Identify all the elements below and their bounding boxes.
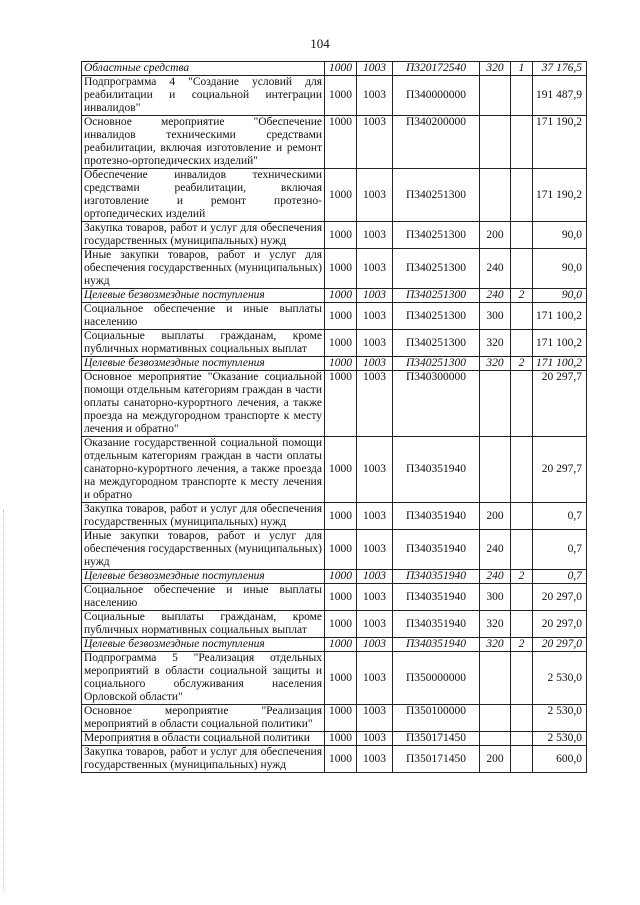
target-article-cell: П340200000 [393,116,480,169]
expense-type-cell: 320 [480,611,511,638]
amount-cell: 0,7 [533,530,587,570]
table-row [82,62,587,76]
scan-margin-marks [3,510,8,890]
expense-type-cell: 240 [480,249,511,289]
target-article-cell: П320172540 [393,62,480,76]
row-name-cell: Закупка товаров, работ и услуг для обеспечения государственных (муниципальных) нужд [82,222,325,249]
amount-cell: 2 530,0 [533,732,587,746]
expense-type-cell: 200 [480,503,511,530]
row-name-cell: Оказание государственной социальной помощи отдельным категориям граждан в части оплаты санаторно-курортного лечения, а также проезда на междугородном транспорте к месту лечения и обратно [82,437,325,503]
target-article-cell: П340351940 [393,584,480,611]
table-row [82,116,587,169]
subsection-code-cell: 1003 [357,530,393,570]
section-code-cell: 1000 [325,76,357,116]
target-article-cell: П340251300 [393,330,480,357]
table-row [82,437,587,503]
funding-source-cell [511,222,533,249]
expense-type-cell: 240 [480,570,511,584]
expense-type-cell: 200 [480,746,511,773]
subsection-code-cell: 1003 [357,652,393,705]
amount-cell: 600,0 [533,746,587,773]
section-code-cell: 1000 [325,330,357,357]
target-article-cell: П340251300 [393,303,480,330]
amount-cell: 20 297,0 [533,638,587,652]
funding-source-cell [511,116,533,169]
section-code-cell: 1000 [325,222,357,249]
funding-source-cell [511,503,533,530]
expense-type-cell [480,732,511,746]
target-article-cell: П340351940 [393,638,480,652]
row-name-cell: Социальное обеспечение и иные выплаты населению [82,584,325,611]
row-name-cell: Основное мероприятие "Обеспечение инвалидов техническими средствами реабилитации, включая изготовление и ремонт протезно-ортопедических изделий" [82,116,325,169]
row-name-cell: Подпрограмма 5 "Реализация отдельных мероприятий в области социальной защиты и социального обслуживания населения Орловской области" [82,652,325,705]
row-name-cell: Иные закупки товаров, работ и услуг для обеспечения государственных (муниципальных) нужд [82,530,325,570]
section-code-cell: 1000 [325,62,357,76]
table-row [82,746,587,773]
subsection-code-cell: 1003 [357,169,393,222]
section-code-cell: 1000 [325,437,357,503]
target-article-cell: П350171450 [393,732,480,746]
amount-cell: 171 100,2 [533,330,587,357]
table-row [82,611,587,638]
expense-type-cell: 240 [480,289,511,303]
subsection-code-cell: 1003 [357,222,393,249]
row-name-cell: Целевые безвозмездные поступления [82,357,325,371]
subsection-code-cell: 1003 [357,570,393,584]
amount-cell: 37 176,5 [533,62,587,76]
expense-type-cell [480,169,511,222]
funding-source-cell [511,732,533,746]
subsection-code-cell: 1003 [357,732,393,746]
expense-type-cell: 320 [480,62,511,76]
subsection-code-cell: 1003 [357,584,393,611]
row-name-cell: Целевые безвозмездные поступления [82,570,325,584]
amount-cell: 20 297,7 [533,437,587,503]
expense-type-cell [480,437,511,503]
subsection-code-cell: 1003 [357,746,393,773]
table-row [82,169,587,222]
table-row [82,303,587,330]
section-code-cell: 1000 [325,116,357,169]
amount-cell: 2 530,0 [533,652,587,705]
row-name-cell: Основное мероприятие "Оказание социальной помощи отдельным категориям граждан в части оплаты санаторно-курортного лечения, а также проезда на междугородном транспорте к месту лечения и обратно" [82,371,325,437]
funding-source-cell: 2 [511,289,533,303]
subsection-code-cell: 1003 [357,638,393,652]
table-row [82,222,587,249]
section-code-cell: 1000 [325,652,357,705]
subsection-code-cell: 1003 [357,249,393,289]
subsection-code-cell: 1003 [357,503,393,530]
table-row [82,249,587,289]
expense-type-cell [480,652,511,705]
target-article-cell: П340251300 [393,357,480,371]
funding-source-cell [511,584,533,611]
section-code-cell: 1000 [325,371,357,437]
row-name-cell: Иные закупки товаров, работ и услуг для обеспечения государственных (муниципальных) нужд [82,249,325,289]
section-code-cell: 1000 [325,169,357,222]
table-row [82,584,587,611]
funding-source-cell: 1 [511,62,533,76]
target-article-cell: П350000000 [393,652,480,705]
row-name-cell: Социальные выплаты гражданам, кроме публичных нормативных социальных выплат [82,611,325,638]
funding-source-cell: 2 [511,357,533,371]
target-article-cell: П350171450 [393,746,480,773]
expense-type-cell: 320 [480,638,511,652]
amount-cell: 171 190,2 [533,169,587,222]
table-row [82,371,587,437]
section-code-cell: 1000 [325,705,357,732]
amount-cell: 20 297,0 [533,584,587,611]
subsection-code-cell: 1003 [357,357,393,371]
amount-cell: 0,7 [533,570,587,584]
target-article-cell: П340351940 [393,570,480,584]
row-name-cell: Целевые безвозмездные поступления [82,289,325,303]
row-name-cell: Целевые безвозмездные поступления [82,638,325,652]
funding-source-cell [511,437,533,503]
row-name-cell: Закупка товаров, работ и услуг для обеспечения государственных (муниципальных) нужд [82,503,325,530]
funding-source-cell [511,611,533,638]
expense-type-cell [480,705,511,732]
target-article-cell: П340351940 [393,530,480,570]
amount-cell: 171 190,2 [533,116,587,169]
subsection-code-cell: 1003 [357,611,393,638]
funding-source-cell [511,330,533,357]
amount-cell: 90,0 [533,222,587,249]
amount-cell: 0,7 [533,503,587,530]
funding-source-cell [511,652,533,705]
table-row [82,732,587,746]
table-row [82,289,587,303]
funding-source-cell [511,705,533,732]
row-name-cell: Подпрограмма 4 "Создание условий для реабилитации и социальной интеграции инвалидов" [82,76,325,116]
section-code-cell: 1000 [325,584,357,611]
row-name-cell: Основное мероприятие "Реализация мероприятий в области социальной политики" [82,705,325,732]
subsection-code-cell: 1003 [357,330,393,357]
section-code-cell: 1000 [325,249,357,289]
table-row [82,530,587,570]
section-code-cell: 1000 [325,357,357,371]
row-name-cell: Социальные выплаты гражданам, кроме публичных нормативных социальных выплат [82,330,325,357]
amount-cell: 171 100,2 [533,303,587,330]
section-code-cell: 1000 [325,746,357,773]
target-article-cell: П350100000 [393,705,480,732]
funding-source-cell [511,303,533,330]
expense-type-cell: 200 [480,222,511,249]
table-row [82,503,587,530]
subsection-code-cell: 1003 [357,705,393,732]
target-article-cell: П340351940 [393,611,480,638]
target-article-cell: П340300000 [393,371,480,437]
table-row [82,652,587,705]
table-row [82,570,587,584]
amount-cell: 20 297,0 [533,611,587,638]
section-code-cell: 1000 [325,611,357,638]
subsection-code-cell: 1003 [357,437,393,503]
expense-type-cell [480,76,511,116]
section-code-cell: 1000 [325,503,357,530]
subsection-code-cell: 1003 [357,289,393,303]
expense-type-cell: 240 [480,530,511,570]
target-article-cell: П340251300 [393,169,480,222]
amount-cell: 2 530,0 [533,705,587,732]
target-article-cell: П340351940 [393,437,480,503]
table-row [82,705,587,732]
section-code-cell: 1000 [325,732,357,746]
funding-source-cell [511,746,533,773]
expense-type-cell [480,371,511,437]
funding-source-cell: 2 [511,570,533,584]
expense-type-cell: 320 [480,330,511,357]
subsection-code-cell: 1003 [357,303,393,330]
section-code-cell: 1000 [325,638,357,652]
funding-source-cell [511,371,533,437]
funding-source-cell [511,530,533,570]
amount-cell: 191 487,9 [533,76,587,116]
row-name-cell: Социальное обеспечение и иные выплаты населению [82,303,325,330]
row-name-cell: Закупка товаров, работ и услуг для обеспечения государственных (муниципальных) нужд [82,746,325,773]
expense-type-cell: 300 [480,584,511,611]
table-row [82,76,587,116]
row-name-cell: Мероприятия в области социальной политики [82,732,325,746]
amount-cell: 90,0 [533,289,587,303]
section-code-cell: 1000 [325,530,357,570]
table-row [82,330,587,357]
target-article-cell: П340251300 [393,222,480,249]
expense-type-cell: 320 [480,357,511,371]
budget-table [81,61,587,773]
row-name-cell: Обеспечение инвалидов техническими средствами реабилитации, включая изготовление и ремонт протезно-ортопедических изделий [82,169,325,222]
expense-type-cell [480,116,511,169]
table-row [82,638,587,652]
target-article-cell: П340351940 [393,503,480,530]
page-number: 104 [310,36,330,51]
expense-type-cell: 300 [480,303,511,330]
amount-cell: 20 297,7 [533,371,587,437]
target-article-cell: П340251300 [393,249,480,289]
funding-source-cell [511,169,533,222]
subsection-code-cell: 1003 [357,76,393,116]
section-code-cell: 1000 [325,289,357,303]
funding-source-cell [511,249,533,289]
funding-source-cell [511,76,533,116]
subsection-code-cell: 1003 [357,371,393,437]
target-article-cell: П340251300 [393,289,480,303]
subsection-code-cell: 1003 [357,62,393,76]
funding-source-cell: 2 [511,638,533,652]
row-name-cell: Областные средства [82,62,325,76]
amount-cell: 171 100,2 [533,357,587,371]
target-article-cell: П340000000 [393,76,480,116]
amount-cell: 90,0 [533,249,587,289]
subsection-code-cell: 1003 [357,116,393,169]
table-row [82,357,587,371]
section-code-cell: 1000 [325,570,357,584]
section-code-cell: 1000 [325,303,357,330]
